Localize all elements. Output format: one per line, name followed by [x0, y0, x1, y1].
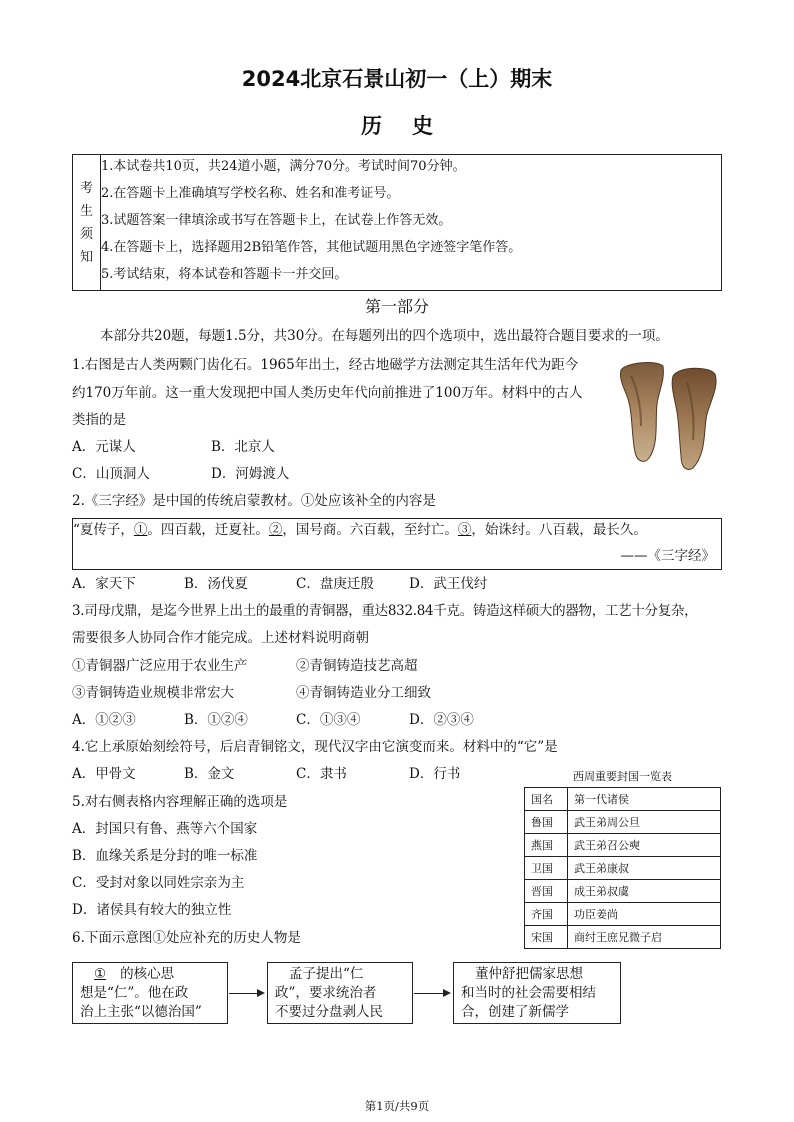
table-cell: 武王弟康叔	[568, 857, 721, 880]
blank-1: ①	[133, 522, 148, 538]
table-header-row	[525, 788, 721, 811]
box1-text: 的核心思	[120, 966, 175, 982]
notice-item: 1.本试卷共10页，共24道小题，满分70分。考试时间70分钟。	[101, 159, 466, 174]
q3-statement-4: ④青铜铸造业分工细致	[296, 685, 431, 701]
box3-line: 董仲舒把儒家思想	[475, 966, 583, 982]
notice-item: 5.考试结束，将本试卷和答题卡一并交回。	[101, 267, 348, 282]
q2-option-b: B．汤伐夏	[184, 576, 248, 592]
q1-option-b: B．北京人	[211, 439, 275, 455]
table-cell: 商纣王庶兄微子启	[568, 926, 721, 949]
q3-option-c: C．①③④	[296, 712, 361, 728]
table-row	[525, 880, 721, 903]
q3-option-b: B．①②④	[184, 712, 248, 728]
q5-option-b: B．血缘关系是分封的唯一标准	[72, 848, 258, 864]
q1-option-d: D．河姆渡人	[211, 466, 290, 482]
blank-2: ②	[268, 522, 283, 538]
notice-label-char: 须	[79, 226, 93, 242]
q2-quote-box	[72, 518, 722, 570]
box3-line: 合，创建了新儒学	[461, 1004, 569, 1020]
q2-option-c: C．盘庚迁殷	[296, 576, 374, 592]
box2-line: 孟子提出“仁	[289, 966, 364, 982]
q2-option-a: A．家天下	[72, 576, 136, 592]
notice-item: 3.试题答案一律填涂或书写在答题卡上，在试卷上作答无效。	[101, 213, 452, 228]
table-row	[525, 857, 721, 880]
q6-diagram-box-2	[267, 962, 413, 1024]
q3-stem-line: 需要很多人协同合作才能完成。上述材料说明商朝	[72, 630, 369, 646]
q1-option-c: C．山顶洞人	[72, 466, 150, 482]
q3-statement-3: ③青铜铸造业规模非常宏大	[72, 685, 234, 701]
q4-option-b: B．金文	[184, 766, 235, 782]
q1-stem-line: 1.右图是古人类两颗门齿化石。1965年出土，经古地磁学方法测定其生活年代为距今	[72, 357, 579, 373]
notice-label-char: 知	[79, 249, 93, 265]
q4-stem: 4.它上承原始刻绘符号，后启青铜铭文，现代汉字由它演变而来。材料中的“它”是	[72, 739, 558, 755]
box2-line: 政”，要求统治者	[275, 985, 377, 1001]
q2-option-d: D．武王伐纣	[409, 576, 488, 592]
q1-stem-line: 类指的是	[72, 412, 126, 428]
notice-label	[73, 155, 101, 290]
q5-stem: 5.对右侧表格内容理解正确的选项是	[72, 794, 288, 810]
table-cell: 齐国	[525, 903, 568, 926]
table-header-cell: 国名	[525, 788, 568, 811]
q3-option-d: D．②③④	[409, 712, 474, 728]
q5-option-d: D．诸侯具有较大的独立性	[72, 902, 232, 918]
part-title: 第一部分	[364, 297, 429, 316]
table-cell: 宋国	[525, 926, 568, 949]
notice-box	[72, 154, 722, 291]
q4-option-d: D．行书	[409, 766, 461, 782]
q1-stem-line: 约170万年前。这一重大发现把中国人类历史年代向前推进了100万年。材料中的古人	[72, 385, 583, 401]
table-cell: 功臣姜尚	[568, 903, 721, 926]
table-cell: 卫国	[525, 857, 568, 880]
q2-stem: 2.《三字经》是中国的传统启蒙教材。①处应该补全的内容是	[72, 493, 436, 509]
q1-option-a: A．元谋人	[72, 439, 136, 455]
q6-diagram-box-1	[72, 962, 228, 1024]
table-cell: 武王弟周公旦	[568, 811, 721, 834]
page-footer: 第1页/共9页	[364, 1099, 430, 1113]
arrow-1-head	[257, 989, 265, 997]
box1-line: 治上主张“以德治国”	[80, 1004, 202, 1020]
quote-text: 。四百载，迁夏社。	[147, 522, 269, 538]
blank-3: ③	[457, 522, 472, 538]
table-row	[525, 903, 721, 926]
q2-source: ——《三字经》	[620, 548, 715, 564]
q3-option-a: A．①②③	[72, 712, 136, 728]
fief-table	[524, 787, 721, 949]
quote-text: “夏传子，	[73, 522, 134, 538]
table-cell: 晋国	[525, 880, 568, 903]
quote-text: ，始诛纣。八百载，最长久。	[471, 522, 647, 538]
fief-table-caption: 西周重要封国一览表	[573, 770, 672, 783]
subject-title: 历史	[361, 114, 463, 138]
notice-item: 4.在答题卡上，选择题用2B铅笔作答，其他试题用黑色字迹签字笔作答。	[101, 240, 522, 255]
page-title: 2024北京石景山初一（上）期末	[241, 67, 553, 91]
q6-stem: 6.下面示意图①处应补充的历史人物是	[72, 930, 301, 946]
table-cell: 燕国	[525, 834, 568, 857]
q3-stem-line: 3.司母戊鼎，是迄今世界上出土的最重的青铜器，重达832.84千克。铸造这样硕大的器物，工艺十分复杂，	[72, 603, 698, 619]
table-row	[525, 834, 721, 857]
q4-option-c: C．隶书	[296, 766, 347, 782]
table-cell: 武王弟召公奭	[568, 834, 721, 857]
quote-text: ，国号商。六百载，至纣亡。	[282, 522, 458, 538]
notice-label-char: 生	[79, 203, 93, 219]
notice-label-char: 考	[79, 180, 93, 196]
fossil-tooth-left	[620, 363, 663, 462]
arrow-2-head	[443, 989, 451, 997]
q3-statement-2: ②青铜铸造技艺高超	[296, 658, 418, 674]
q5-option-c: C．受封对象以同姓宗亲为主	[72, 875, 245, 891]
q5-option-a: A．封国只有鲁、燕等六个国家	[72, 821, 258, 837]
fossil-teeth-image	[615, 356, 725, 474]
box2-line: 不要过分盘剥人民	[275, 1004, 383, 1020]
q6-diagram-box-3	[453, 962, 621, 1024]
notice-item: 2.在答题卡上准确填写学校名称、姓名和准考证号。	[101, 186, 400, 201]
arrow-2	[414, 993, 443, 994]
arrow-1	[229, 993, 257, 994]
table-row	[525, 926, 721, 949]
table-cell: 成王弟叔虞	[568, 880, 721, 903]
box1-line	[80, 965, 220, 984]
blank-1: ①	[94, 966, 107, 982]
table-cell: 鲁国	[525, 811, 568, 834]
q3-statement-1: ①青铜器广泛应用于农业生产	[72, 658, 248, 674]
table-row	[525, 811, 721, 834]
q2-quote	[73, 521, 647, 539]
table-header-cell: 第一代诸侯	[568, 788, 721, 811]
q4-option-a: A．甲骨文	[72, 766, 136, 782]
part-intro: 本部分共20题，每题1.5分，共30分。在每题列出的四个选项中，选出最符合题目要求的一项。	[100, 328, 669, 344]
box1-line: 想是“仁”。他在政	[80, 985, 189, 1001]
box3-line: 和当时的社会需要相结	[461, 985, 596, 1001]
